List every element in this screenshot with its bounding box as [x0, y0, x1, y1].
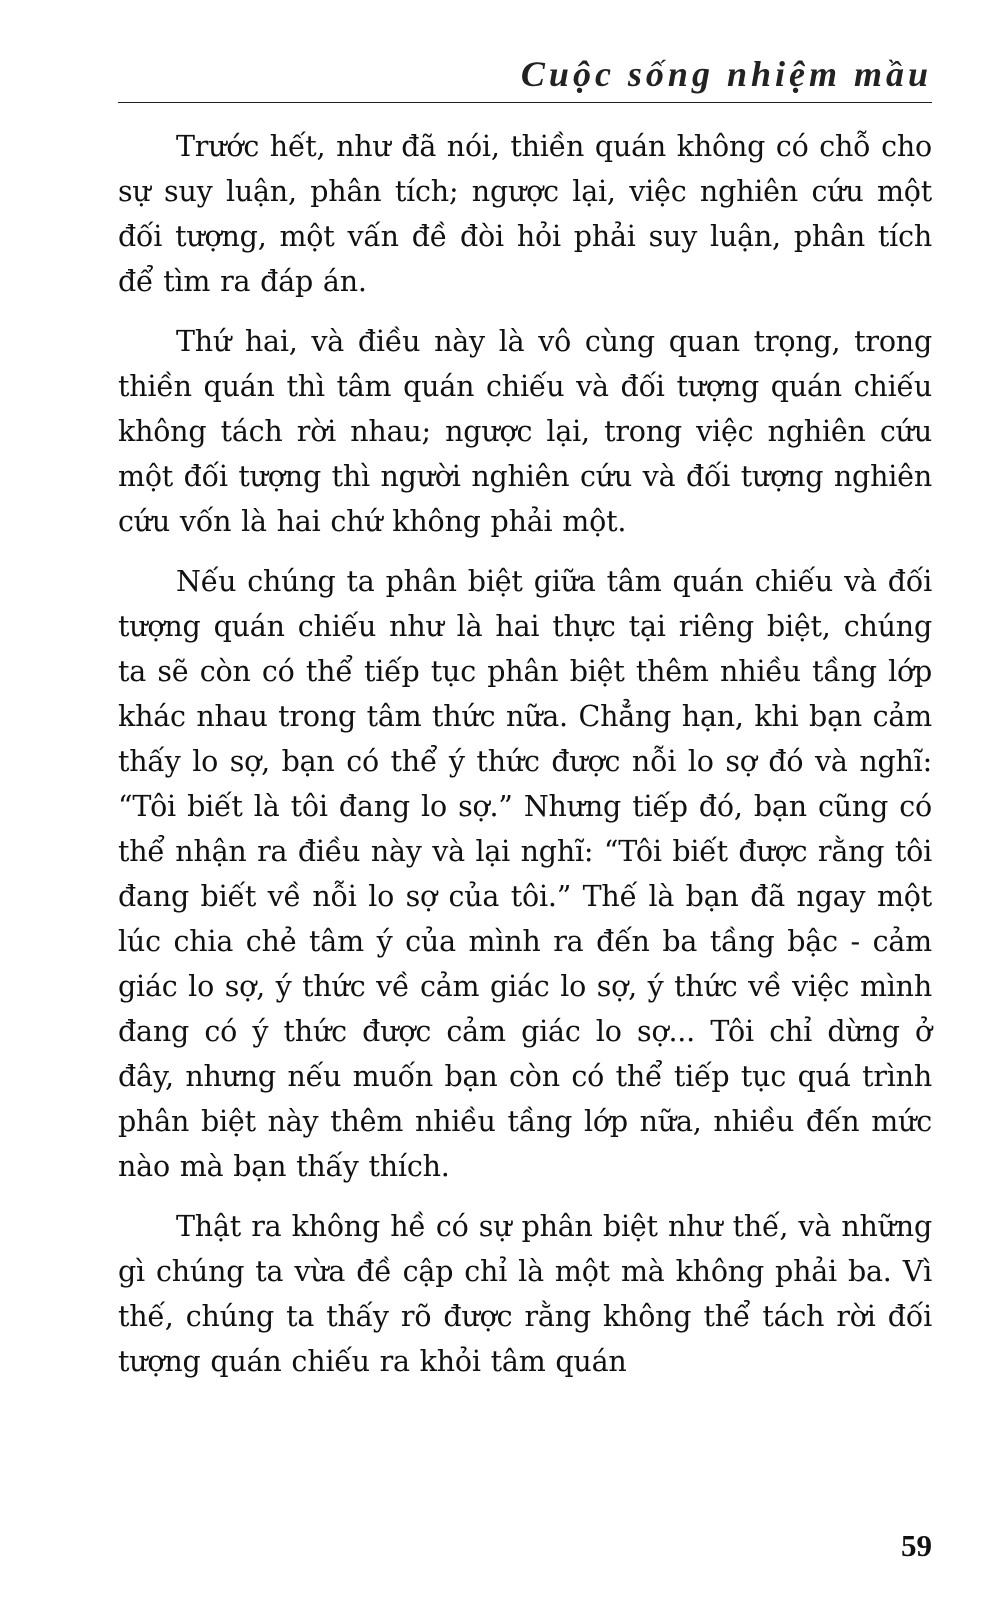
page-number: 59 — [901, 1528, 932, 1563]
paragraph-4: Thật ra không hề có sự phân biệt như thế, và những gì chúng ta vừa đề cập chỉ là một mà không phải ba. Vì thế, chúng ta thấy rõ được rằng không thể tách rời đối tượng quán chiếu ra khỏi tâm quán — [118, 1210, 932, 1378]
body-text — [118, 124, 932, 1399]
running-header-title: Cuộc sống nhiệm mầu — [520, 54, 932, 94]
header-divider — [118, 102, 932, 103]
paragraph-1: Trước hết, như đã nói, thiền quán không có chỗ cho sự suy luận, phân tích; ngược lại, việc nghiên cứu một đối tượng, một vấn đề đòi hỏi phải suy luận, phân tích để tìm ra đáp án. — [118, 130, 932, 298]
paragraph-3: Nếu chúng ta phân biệt giữa tâm quán chiếu và đối tượng quán chiếu như là hai thực tại riêng biệt, chúng ta sẽ còn có thể tiếp tục phân biệt thêm nhiều tầng lớp khác nhau trong tâm thức nữa. Chẳng hạn, khi bạn cảm thấy lo sợ, bạn có thể ý thức được nỗi lo sợ đó và nghĩ: “Tôi biết là tôi đang lo sợ.” Nhưng tiếp đó, bạn cũng có thể nhận ra điều này và lại nghĩ: “Tôi biết được rằng tôi đang biết về nỗi lo sợ của tôi.” Thế là bạn đã ngay một lúc chia chẻ tâm ý của mình ra đến ba tầng bậc - cảm giác lo sợ, ý thức về cảm giác lo sợ, ý thức về việc mình đang có ý thức được cảm giác lo sợ... Tôi chỉ dừng ở đây, nhưng nếu muốn bạn còn có thể tiếp tục quá trình phân biệt này thêm nhiều tầng lớp nữa, nhiều đến mức nào mà bạn thấy thích. — [118, 565, 932, 1183]
paragraph-2: Thứ hai, và điều này là vô cùng quan trọng, trong thiền quán thì tâm quán chiếu và đối tượng quán chiếu không tách rời nhau; ngược lại, trong việc nghiên cứu một đối tượng thì người nghiên cứu và đối tượng nghiên cứu vốn là hai chứ không phải một. — [118, 325, 932, 538]
